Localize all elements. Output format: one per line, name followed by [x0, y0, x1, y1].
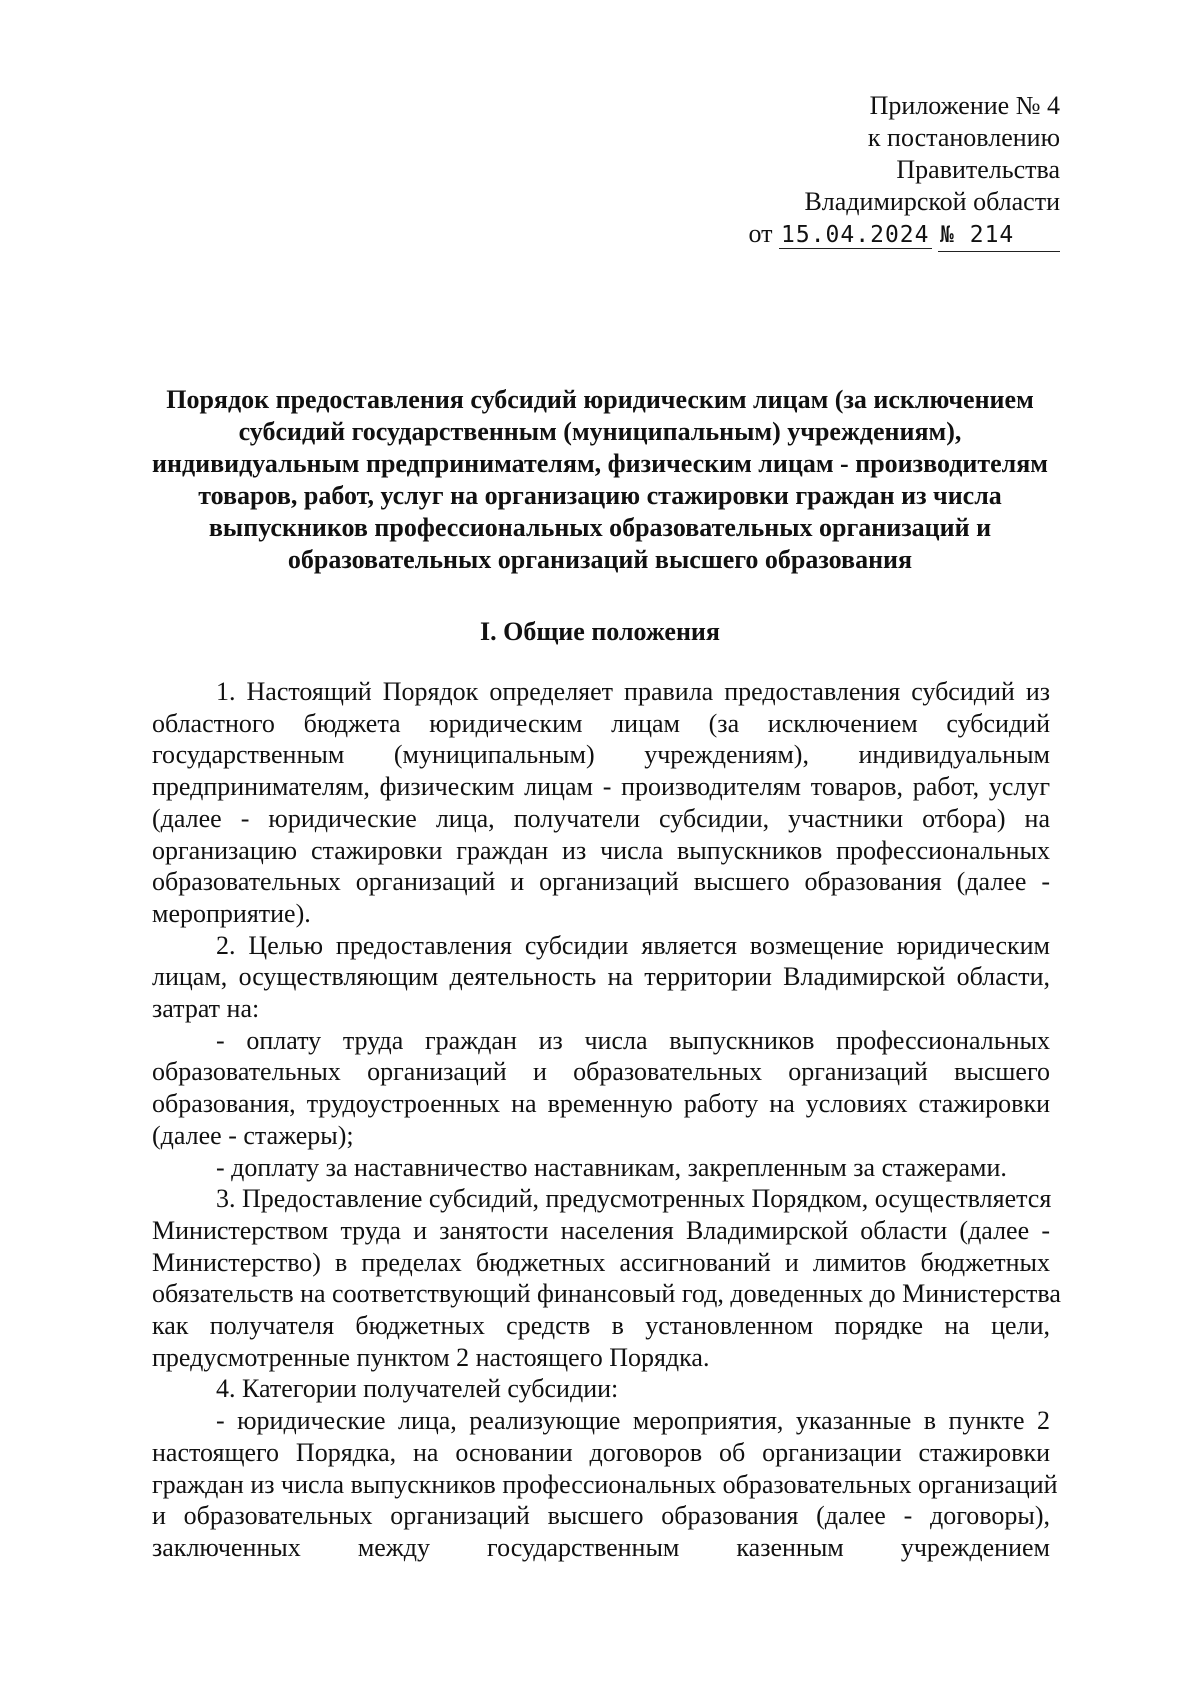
body-line: мероприятие). — [152, 898, 311, 928]
body-line: областного бюджета юридическим лицам (за исключением субсидий — [152, 708, 1050, 738]
body-line: заключенных между государственным казенным учреждением — [152, 1532, 1050, 1562]
number-field — [938, 219, 1060, 252]
body-line: лицам, осуществляющим деятельность на территории Владимирской области, — [152, 962, 1050, 992]
appendix-government: Правительства — [896, 155, 1060, 184]
body-line: (далее - стажеры); — [152, 1120, 354, 1150]
appendix-date-line — [748, 218, 1060, 252]
body-line: образования, трудоустроенных на временную работу на условиях стажировки — [152, 1089, 1050, 1119]
date-prefix: от — [748, 219, 773, 248]
body-line: затрат на: — [152, 994, 260, 1024]
document-body — [152, 676, 1061, 1564]
appendix-header — [748, 90, 1060, 252]
body-line: предусмотренные пунктом 2 настоящего Порядка. — [152, 1342, 710, 1372]
body-line: образовательных организаций и организаций высшего образования (далее - — [152, 867, 1050, 897]
body-line: 1. Настоящий Порядок определяет правила предоставления субсидий из — [216, 677, 1050, 706]
body-line: образовательных организаций и образовательных организаций высшего — [152, 1057, 1050, 1087]
number-value: 214 — [969, 222, 1015, 248]
body-line: предпринимателям, физическим лицам - производителям товаров, работ, услуг — [152, 772, 1050, 802]
document-title — [150, 384, 1050, 576]
title-line: товаров, работ, услуг на организацию стажировки граждан из числа — [198, 481, 1002, 510]
number-label: № — [940, 222, 955, 248]
appendix-number: Приложение № 4 — [869, 91, 1060, 120]
title-line: субсидий государственным (муниципальным) учреждениям), — [238, 417, 962, 446]
body-line: Министерством труда и занятости населения Владимирской области (далее - — [152, 1215, 1050, 1245]
body-line: и образовательных организаций высшего образования (далее - договоры), — [152, 1501, 1050, 1531]
section-heading: I. Общие положения — [480, 617, 720, 646]
title-line: индивидуальным предпринимателям, физическим лицам - производителям — [151, 449, 1049, 478]
title-line: Порядок предоставления субсидий юридическим лицам (за исключением — [166, 385, 1034, 414]
body-line: - доплату за наставничество наставникам, закрепленным за стажерами. — [216, 1152, 1007, 1182]
body-line: государственным (муниципальным) учреждениям), индивидуальным — [152, 740, 1050, 770]
body-line: как получателя бюджетных средств в установленном порядке на цели, — [152, 1311, 1050, 1341]
appendix-region: Владимирской области — [804, 187, 1060, 216]
appendix-resolution-ref: к постановлению — [867, 123, 1060, 152]
body-line: - оплату труда граждан из числа выпускников профессиональных — [216, 1025, 1050, 1055]
body-line: 3. Предоставление субсидий, предусмотренных Порядком, осуществляется — [216, 1184, 1052, 1214]
body-line: (далее - юридические лица, получатели субсидии, участники отбора) на — [152, 803, 1050, 833]
body-line: 2. Целью предоставления субсидии является возмещение юридическим — [216, 930, 1050, 960]
body-line: Министерство) в пределах бюджетных ассигнований и лимитов бюджетных — [152, 1247, 1050, 1277]
body-line: - юридические лица, реализующие мероприятия, указанные в пункте 2 — [216, 1406, 1050, 1436]
title-line: образовательных организаций высшего образования — [287, 545, 913, 574]
body-line: организацию стажировки граждан из числа выпускников профессиональных — [152, 835, 1050, 865]
title-line: выпускников профессиональных образовательных организаций и — [208, 513, 992, 542]
body-line: настоящего Порядка, на основании договоров об организации стажировки — [152, 1437, 1050, 1467]
date-value: 15.04.2024 — [781, 222, 930, 248]
body-line: обязательств на соответствующий финансовый год, доведенных до Министерства — [152, 1279, 1061, 1309]
body-line: граждан из числа выпускников профессиональных образовательных организаций — [152, 1469, 1058, 1499]
body-line: 4. Категории получателей субсидии: — [216, 1374, 619, 1404]
